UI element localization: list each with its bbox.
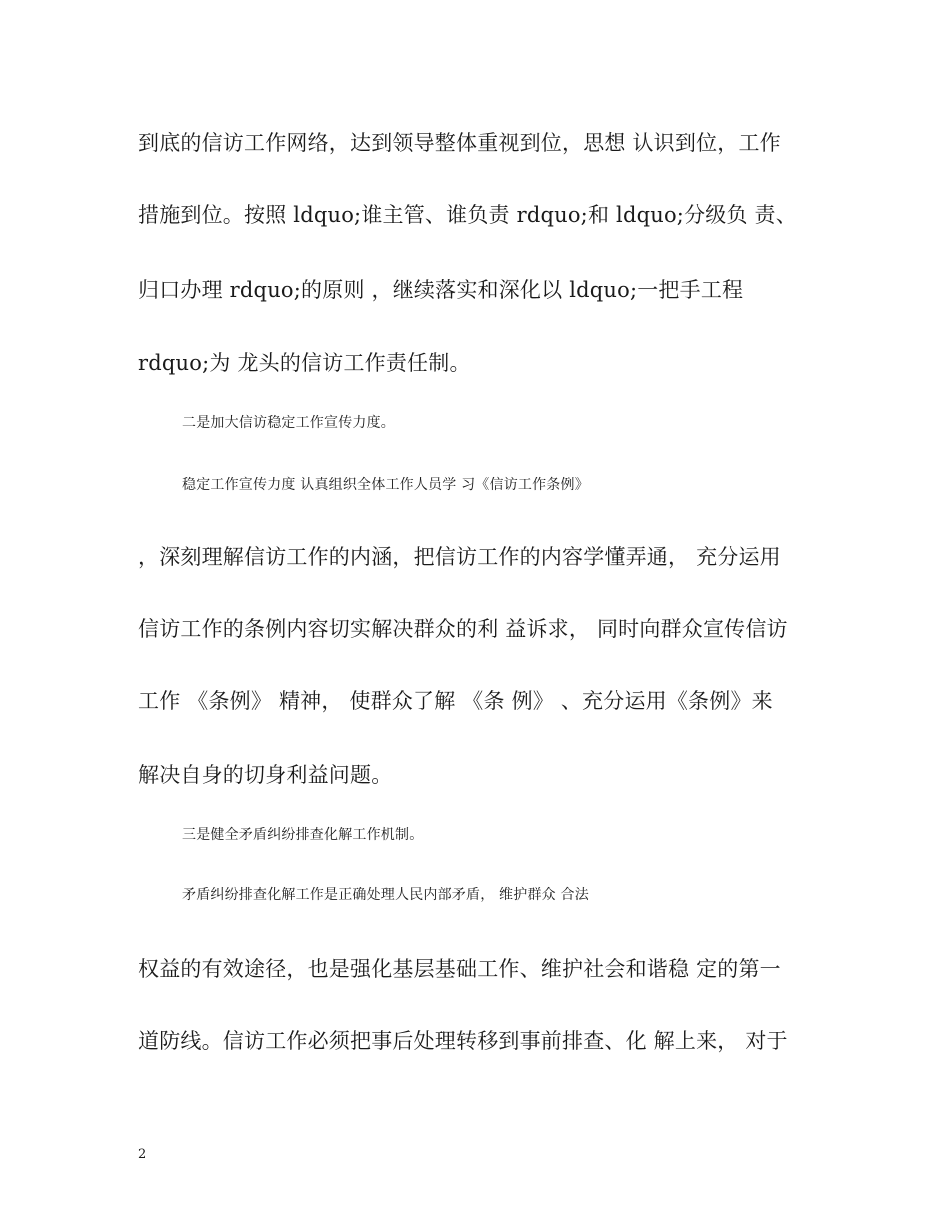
- text-line: 工作 《条例》 精神， 使群众了解 《条 例》 、充分运用《条例》来: [138, 689, 773, 713]
- text-line: 稳定工作宣传力度 认真组织全体工作人员学 习《信访工作条例》: [182, 477, 589, 493]
- text-line: 到底的信访工作网络，达到领导整体重视到位，思想 认识到位，工作: [138, 131, 781, 155]
- text-line: 措施到位。按照 ldquo;谁主管、谁负责 rdquo;和 ldquo;分级负 责、: [138, 203, 797, 227]
- text-line: rdquo;为 龙头的信访工作责任制。: [138, 351, 471, 375]
- text-line: ，深刻理解信访工作的内涵，把信访工作的内容学懂弄通， 充分运用: [138, 545, 781, 569]
- text-line: 归口办理 rdquo;的原则 ，继续落实和深化以 ldquo;一把手工程: [138, 278, 744, 302]
- text-line: 矛盾纠纷排查化解工作是正确处理人民内部矛盾， 维护群众 合法: [182, 887, 589, 903]
- page-number: 2: [138, 1147, 147, 1162]
- section-heading: 二是加大信访稳定工作宣传力度。: [182, 415, 395, 431]
- text-line: 信访工作的条例内容切实解决群众的利 益诉求， 同时向群众宣传信访: [138, 617, 788, 641]
- section-heading: 三是健全矛盾纠纷排查化解工作机制。: [182, 827, 424, 843]
- text-line: 权益的有效途径，也是强化基层基础工作、维护社会和谐稳 定的第一: [138, 957, 781, 981]
- text-line: 解决自身的切身利益问题。: [138, 763, 393, 787]
- text-line: 道防线。信访工作必须把事后处理转移到事前排查、化 解上来， 对于: [138, 1029, 788, 1053]
